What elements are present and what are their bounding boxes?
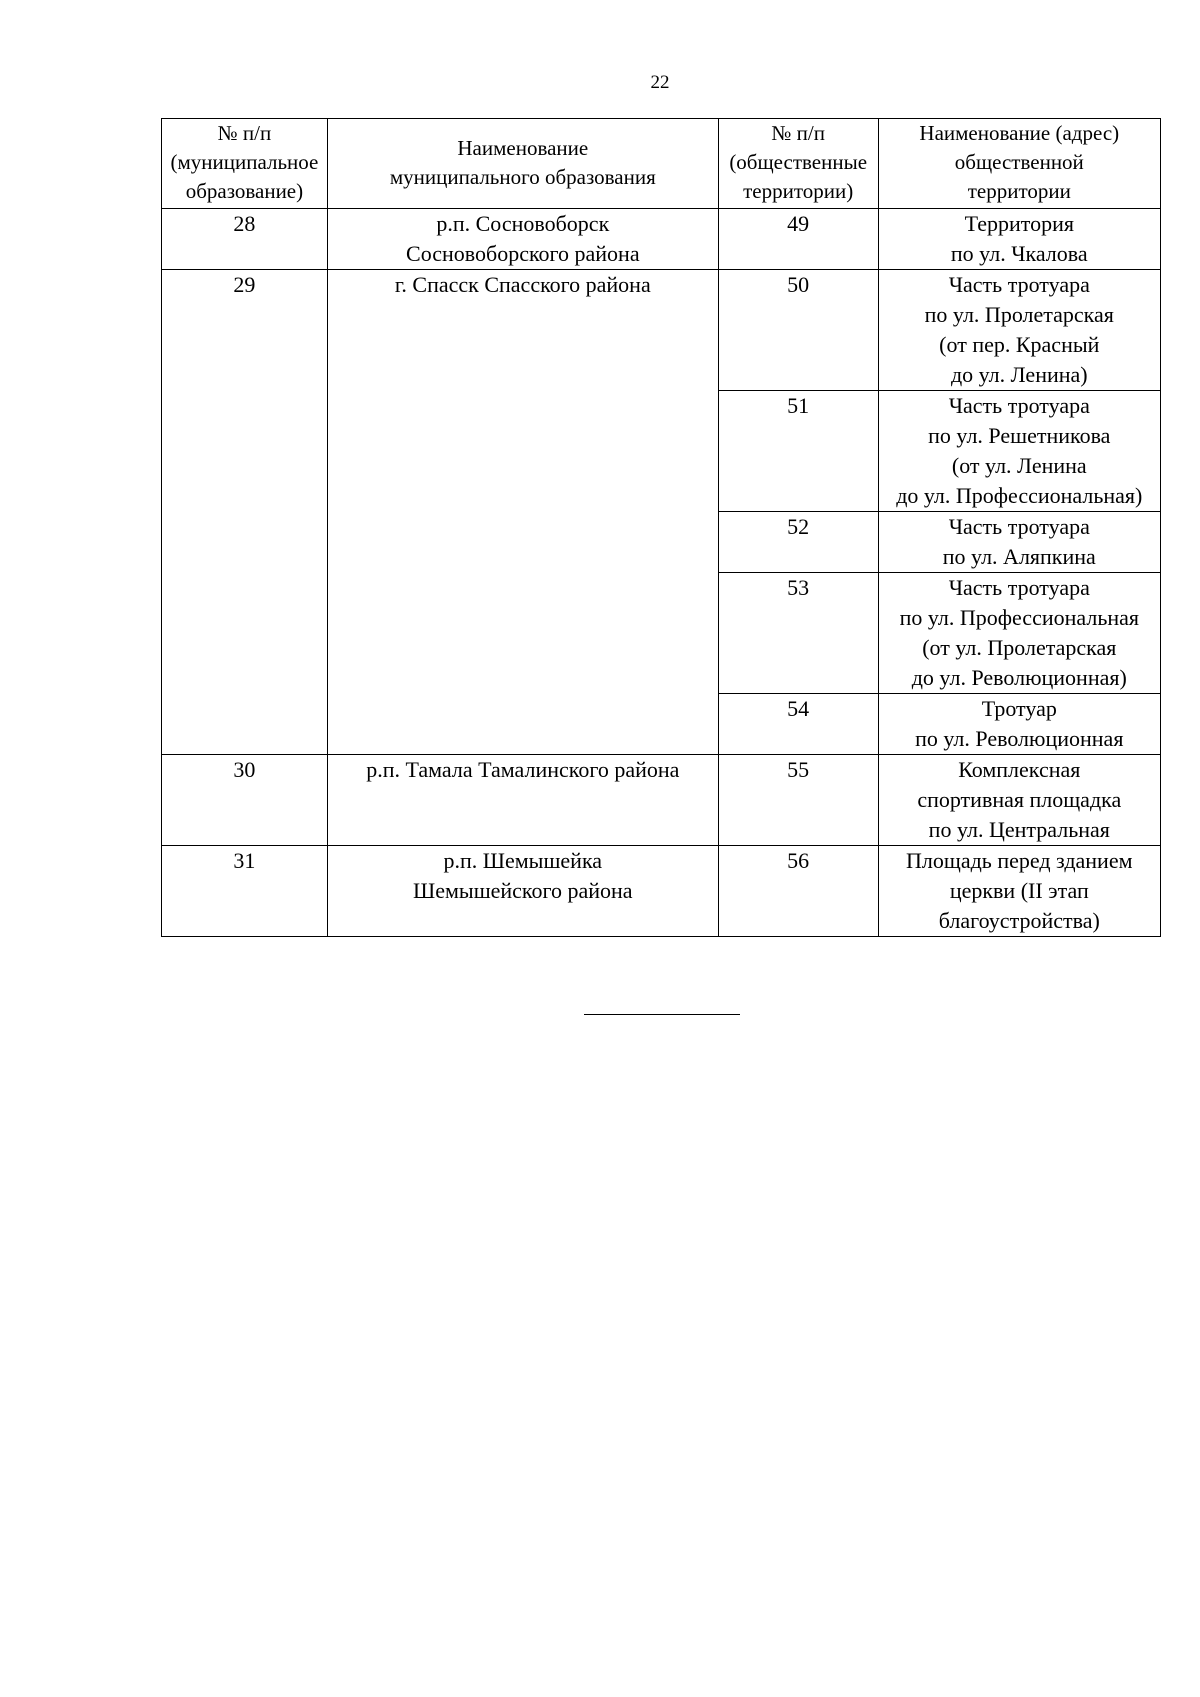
header-mo-number: № п/п (муниципальное образование): [162, 119, 328, 209]
territory-name-cell: Комплексная спортивная площадка по ул. Центральная: [878, 755, 1160, 846]
mo-name-cell: г. Спасск Спасского района: [327, 270, 718, 755]
page-number: 22: [650, 72, 670, 93]
table-row: [162, 755, 1161, 846]
territories-table: [161, 118, 1161, 937]
territory-name-cell: Тротуар по ул. Революционная: [878, 694, 1160, 755]
table-row: [162, 209, 1161, 270]
table-header-row: [162, 119, 1161, 209]
territory-number-cell: 55: [718, 755, 878, 846]
mo-number-cell: 31: [162, 846, 328, 937]
mo-number-cell: 28: [162, 209, 328, 270]
territory-number-cell: 56: [718, 846, 878, 937]
territory-name-cell: Часть тротуара по ул. Решетникова (от ул. Ленина до ул. Профессиональная): [878, 391, 1160, 512]
territory-name-cell: Площадь перед зданием церкви (II этап благоустройства): [878, 846, 1160, 937]
territory-name-cell: Часть тротуара по ул. Аляпкина: [878, 512, 1160, 573]
territory-name-cell: Часть тротуара по ул. Профессиональная (от ул. Пролетарская до ул. Революционная): [878, 573, 1160, 694]
territory-number-cell: 50: [718, 270, 878, 391]
header-mo-name: Наименование муниципального образования: [327, 119, 718, 209]
mo-name-cell: р.п. Шемышейка Шемышейского района: [327, 846, 718, 937]
table-body: [162, 209, 1161, 937]
table-row: [162, 270, 1161, 391]
territory-number-cell: 52: [718, 512, 878, 573]
end-rule: [584, 1014, 740, 1015]
mo-name-cell: р.п. Тамала Тамалинского района: [327, 755, 718, 846]
table-row: [162, 846, 1161, 937]
territory-number-cell: 51: [718, 391, 878, 512]
mo-number-cell: 29: [162, 270, 328, 755]
territory-number-cell: 49: [718, 209, 878, 270]
territory-name-cell: Часть тротуара по ул. Пролетарская (от пер. Красный до ул. Ленина): [878, 270, 1160, 391]
territory-number-cell: 53: [718, 573, 878, 694]
mo-number-cell: 30: [162, 755, 328, 846]
header-territory-name: Наименование (адрес) общественной территории: [878, 119, 1160, 209]
mo-name-cell: р.п. Сосновоборск Сосновоборского района: [327, 209, 718, 270]
territory-number-cell: 54: [718, 694, 878, 755]
header-territory-number: № п/п (общественные территории): [718, 119, 878, 209]
territory-name-cell: Территория по ул. Чкалова: [878, 209, 1160, 270]
